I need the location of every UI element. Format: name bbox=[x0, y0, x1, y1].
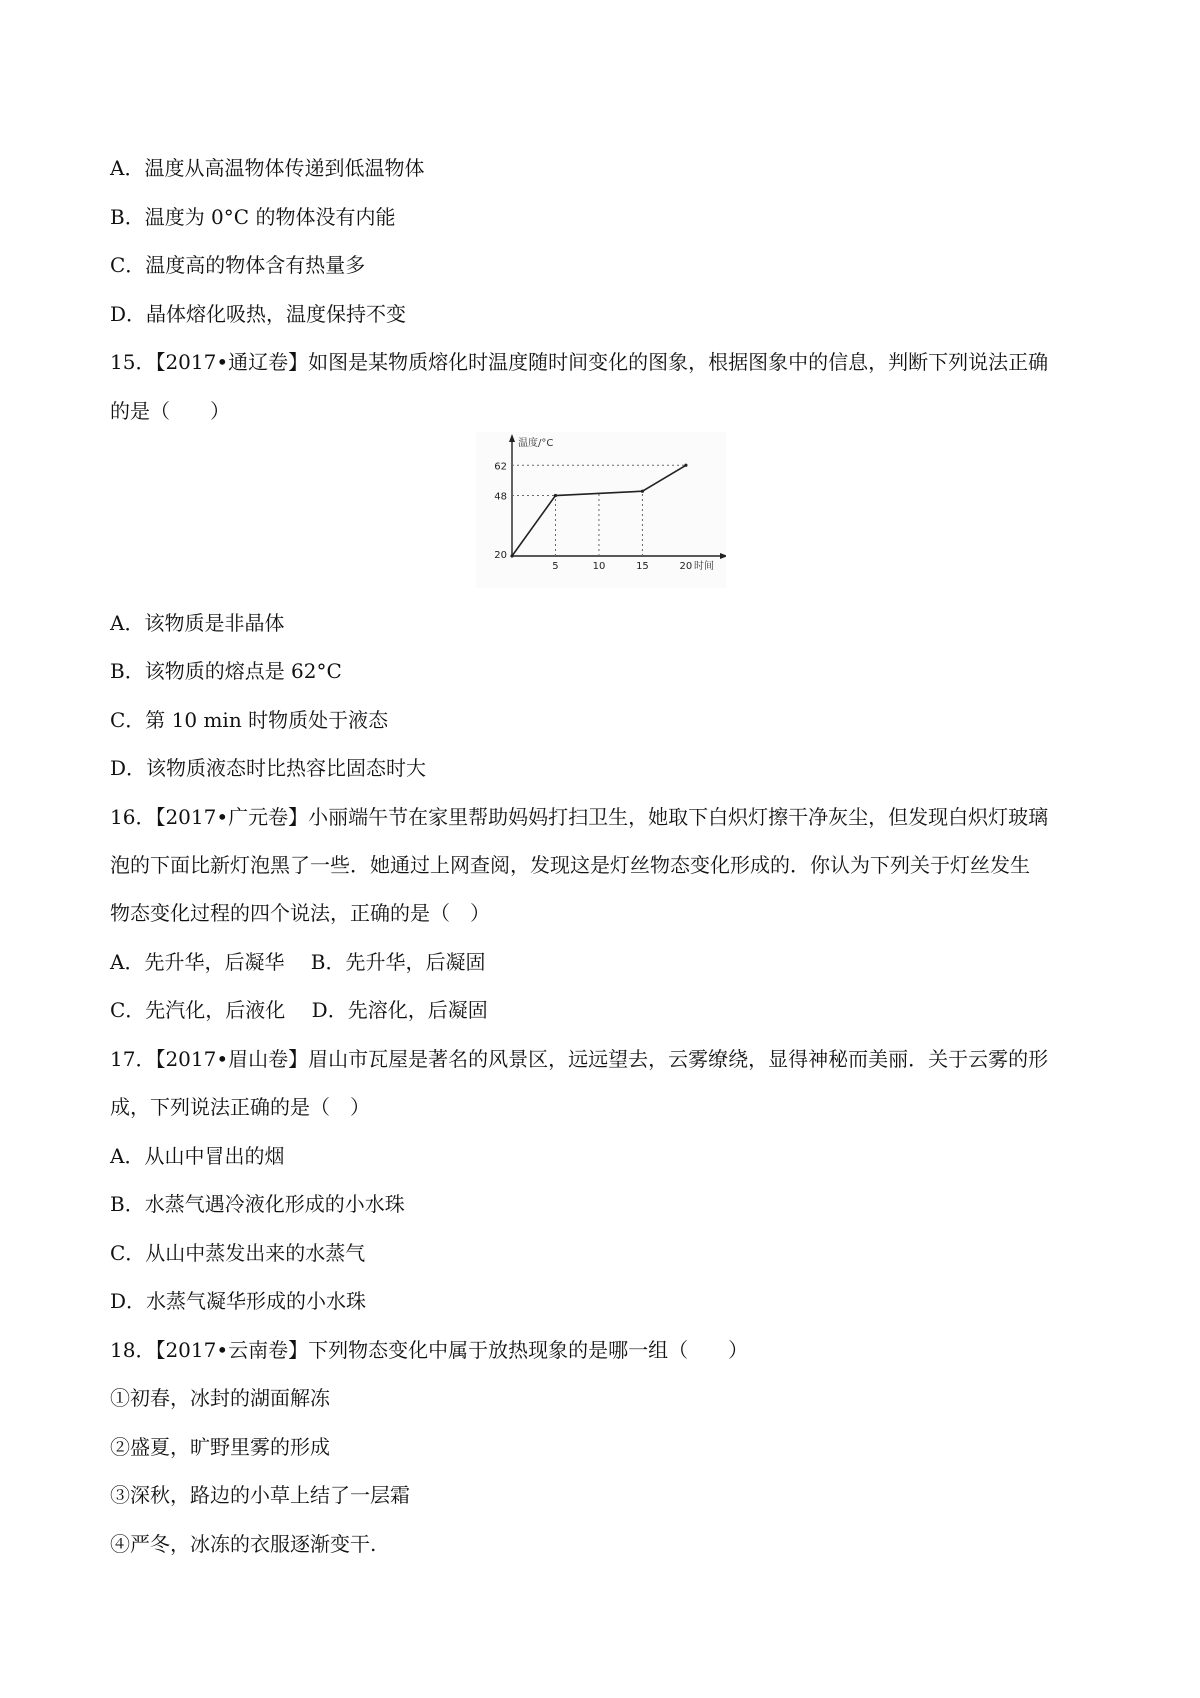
option-17-d: D．水蒸气凝华形成的小水珠 bbox=[110, 1289, 367, 1313]
options-16-ab: A．先升华，后凝华 B．先升华，后凝固 bbox=[110, 950, 486, 974]
question-17-stem-line-1: 17．【2017•眉山卷】眉山市瓦屋是著名的风景区，远远望去，云雾缭绕，显得神秘而美丽．关于云雾的形 bbox=[110, 1047, 1049, 1071]
question-16-stem-line-3: 物态变化过程的四个说法，正确的是（ ） bbox=[110, 901, 490, 925]
data-point bbox=[684, 464, 687, 467]
option-15-b: B．该物质的熔点是 62°C bbox=[110, 659, 342, 683]
x-tick-label: 20 bbox=[679, 561, 693, 572]
x-tick-label: 10 bbox=[592, 561, 606, 572]
melting-graph-figure bbox=[476, 432, 726, 588]
option-15-d: D．该物质液态时比热容比固态时大 bbox=[110, 756, 427, 780]
question-17-stem-line-2: 成，下列说法正确的是（ ） bbox=[110, 1095, 370, 1119]
option-17-c: C．从山中蒸发出来的水蒸气 bbox=[110, 1241, 366, 1265]
x-axis-label: 时间 bbox=[694, 561, 714, 572]
data-point bbox=[554, 494, 557, 497]
question-15-stem-line-1: 15．【2017•通辽卷】如图是某物质熔化时温度随时间变化的图象，根据图象中的信息，判断下列说法正确 bbox=[110, 350, 1049, 374]
x-tick-label: 5 bbox=[552, 561, 559, 572]
option-15-a: A．该物质是非晶体 bbox=[110, 611, 285, 635]
question-16-stem-line-1: 16．【2017•广元卷】小丽端午节在家里帮助妈妈打扫卫生，她取下白炽灯擦干净灰尘，但发现白炽灯玻璃 bbox=[110, 805, 1049, 829]
question-18-stem: 18．【2017•云南卷】下列物态变化中属于放热现象的是哪一组（ ） bbox=[110, 1338, 749, 1362]
y-axis-label: 温度/°C bbox=[518, 438, 554, 449]
option-14-d: D．晶体熔化吸热，温度保持不变 bbox=[110, 302, 407, 326]
y-axis-arrow bbox=[509, 434, 515, 442]
y-tick-label: 20 bbox=[494, 550, 507, 561]
option-14-b: B．温度为 0°C 的物体没有内能 bbox=[110, 205, 396, 229]
y-tick-label: 62 bbox=[494, 461, 507, 473]
data-point bbox=[641, 490, 644, 493]
y-tick-label: 48 bbox=[494, 491, 507, 503]
options-16-cd: C．先汽化，后液化 D．先溶化，后凝固 bbox=[110, 998, 488, 1022]
option-14-c: C．温度高的物体含有热量多 bbox=[110, 253, 366, 277]
item-18-3: ③深秋，路边的小草上结了一层霜 bbox=[110, 1483, 410, 1507]
option-15-c: C．第 10 min 时物质处于液态 bbox=[110, 708, 389, 732]
question-15-stem-line-2: 的是（ ） bbox=[110, 399, 230, 423]
option-14-a: A．温度从高温物体传递到低温物体 bbox=[110, 156, 425, 180]
data-point bbox=[510, 554, 513, 557]
question-16-stem-line-2: 泡的下面比新灯泡黑了一些．她通过上网查阅，发现这是灯丝物态变化形成的．你认为下列关于灯丝发生 bbox=[110, 853, 1030, 877]
melting-graph-chart bbox=[476, 432, 726, 588]
item-18-4: ④严冬，冰冻的衣服逐渐变干. bbox=[110, 1532, 377, 1556]
x-tick-label: 15 bbox=[636, 561, 649, 572]
x-axis-arrow bbox=[720, 553, 726, 559]
item-18-2: ②盛夏，旷野里雾的形成 bbox=[110, 1435, 330, 1459]
option-17-a: A．从山中冒出的烟 bbox=[110, 1144, 285, 1168]
item-18-1: ①初春，冰封的湖面解冻 bbox=[110, 1386, 330, 1410]
option-17-b: B．水蒸气遇冷液化形成的小水珠 bbox=[110, 1192, 405, 1216]
